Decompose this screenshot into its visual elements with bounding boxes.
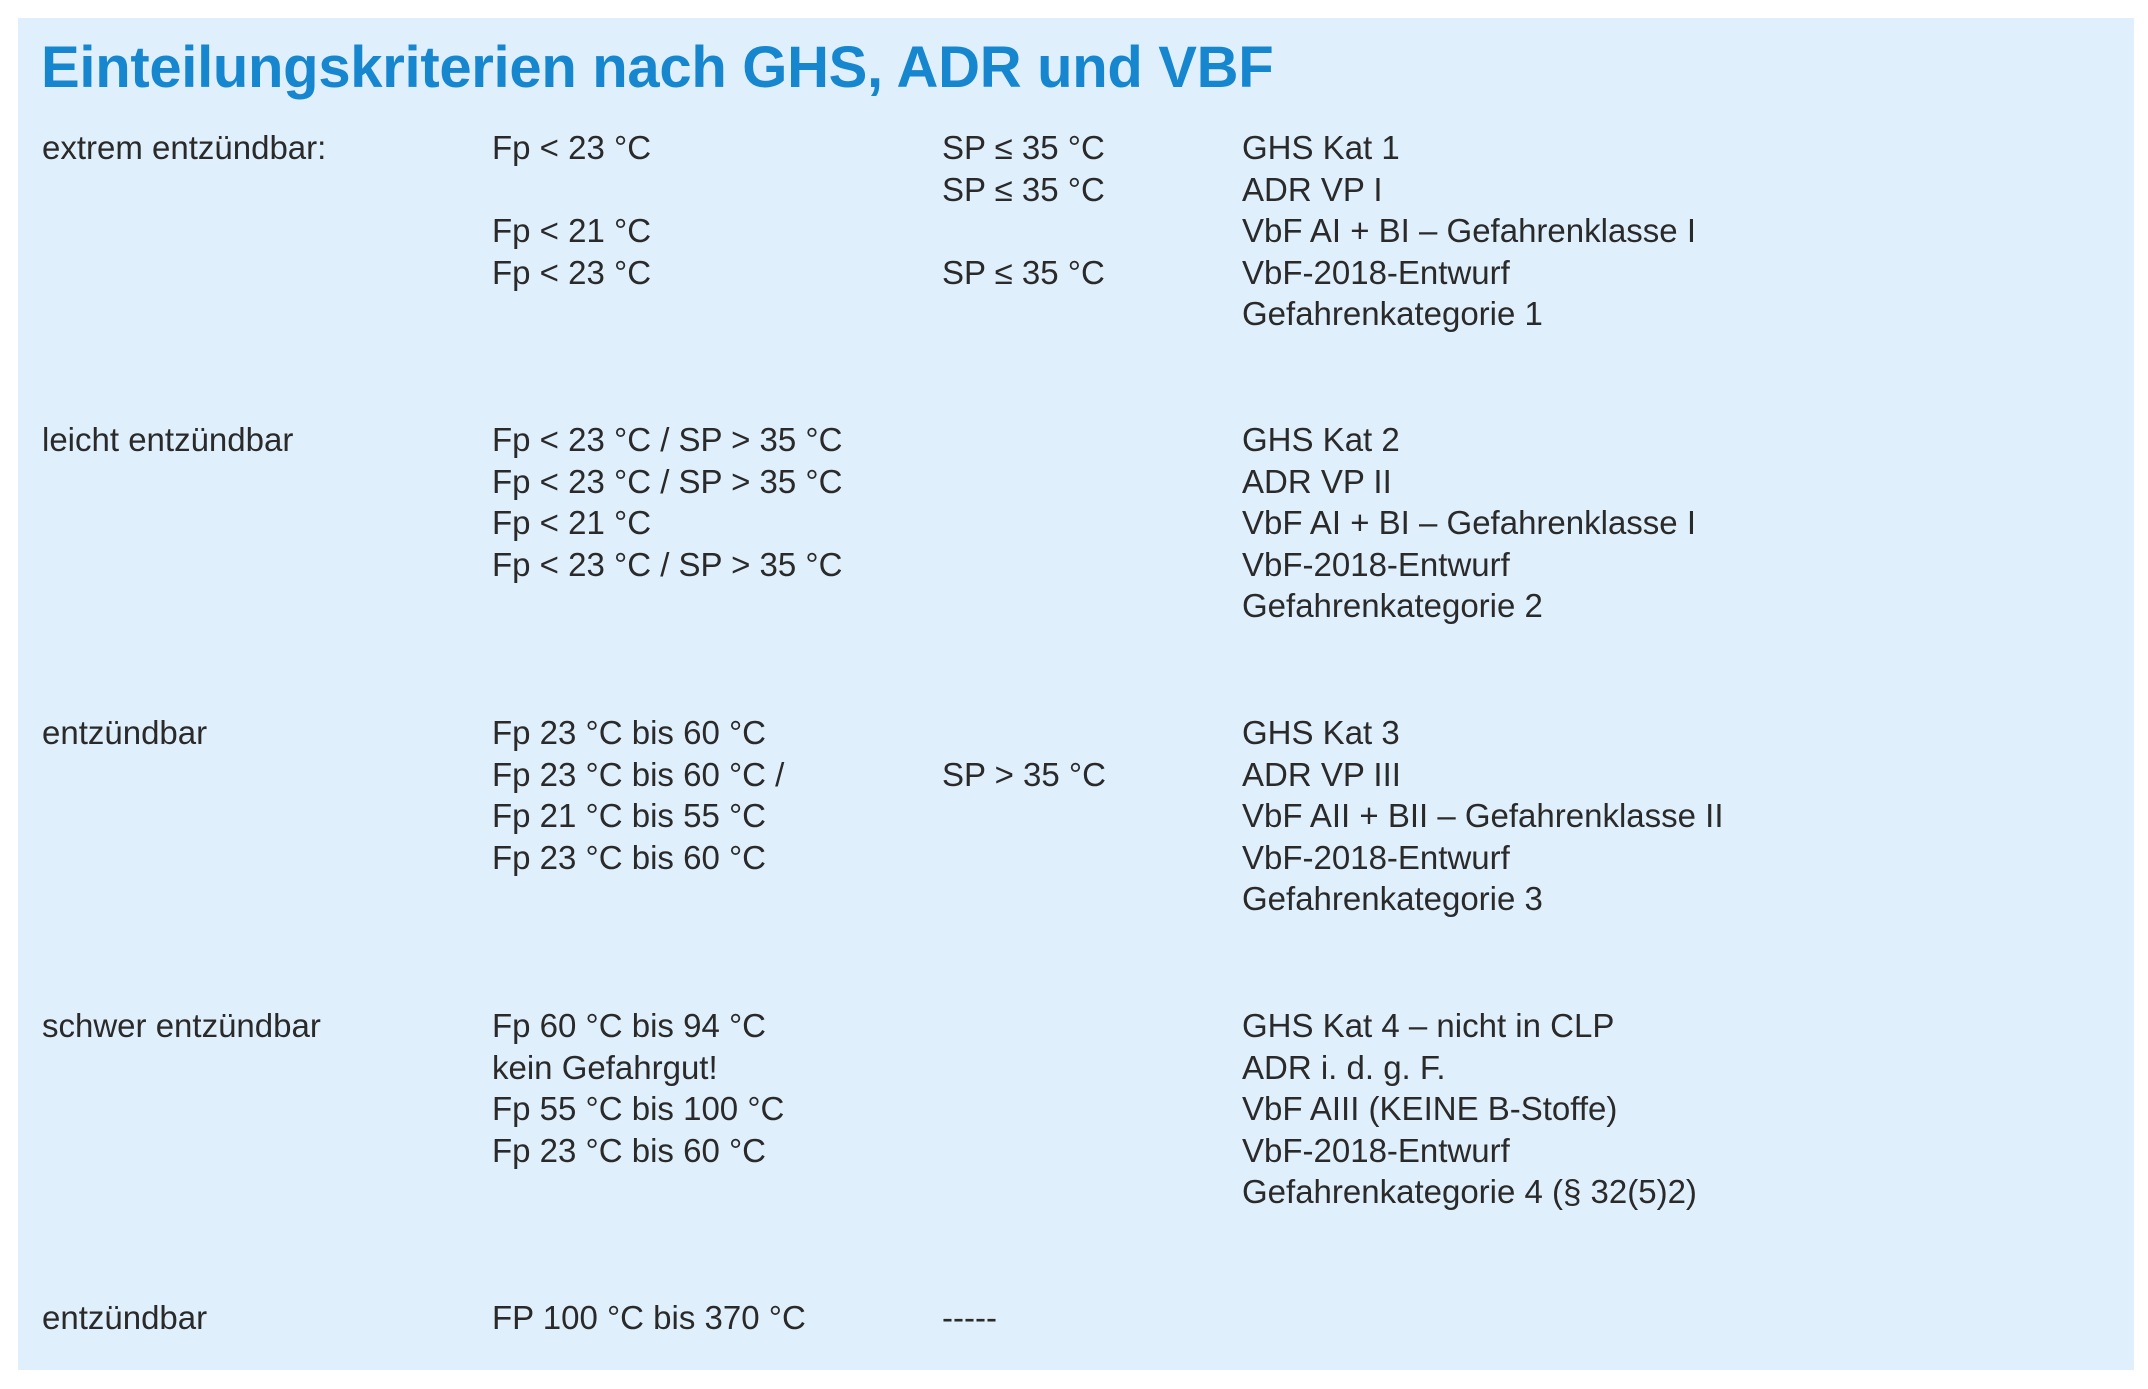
regulation-column — [1242, 1005, 1697, 1213]
boilingpoint-value: SP ≤ 35 °C — [942, 253, 1105, 291]
category-label: entzündbar — [42, 1299, 208, 1337]
boilingpoint-value: SP ≤ 35 °C — [942, 170, 1105, 208]
flashpoint-value — [492, 169, 651, 211]
flashpoint-column — [492, 419, 842, 585]
regulation-entry: VbF-2018-Entwurf — [1242, 253, 1510, 291]
flashpoint-value: Fp 21 °C bis 55 °C — [492, 797, 767, 835]
regulation-entry: VbF AII + BII – Gefahrenklasse II — [1242, 797, 1724, 835]
flashpoint-value: Fp < 23 °C — [492, 129, 652, 167]
category-column — [42, 1005, 321, 1047]
regulation-entry: Gefahrenkategorie 1 — [1242, 295, 1543, 333]
flashpoint-value: FP 100 °C bis 370 °C — [492, 1299, 806, 1337]
category-column — [42, 419, 293, 461]
page-title: Einteilungskriterien nach GHS, ADR und VBF — [41, 35, 1274, 100]
regulation-entry: GHS Kat 3 — [1242, 714, 1400, 752]
flashpoint-value: Fp 23 °C bis 60 °C — [492, 714, 767, 752]
category-column — [42, 1297, 207, 1339]
regulation-entry: VbF AI + BI – Gefahrenklasse I — [1242, 212, 1696, 250]
regulation-entry: VbF AIII (KEINE B-Stoffe) — [1242, 1090, 1618, 1128]
category-column — [42, 712, 207, 754]
flashpoint-value: Fp < 23 °C / SP > 35 °C — [492, 421, 843, 459]
regulation-column — [1242, 419, 1696, 627]
boilingpoint-value — [942, 712, 1106, 754]
category-label: leicht entzündbar — [42, 421, 294, 459]
flashpoint-column — [492, 1297, 806, 1339]
boilingpoint-value: ----- — [942, 1299, 997, 1337]
flashpoint-value: Fp < 21 °C — [492, 504, 652, 542]
info-panel — [18, 18, 2134, 1370]
regulation-column — [1242, 127, 1696, 335]
regulation-entry: ADR VP II — [1242, 462, 1392, 500]
flashpoint-value: Fp < 23 °C / SP > 35 °C — [492, 545, 843, 583]
flashpoint-value: Fp < 21 °C — [492, 212, 652, 250]
boilingpoint-column — [942, 712, 1106, 795]
regulation-entry: VbF-2018-Entwurf — [1242, 545, 1510, 583]
flashpoint-value: Fp 23 °C bis 60 °C / — [492, 755, 785, 793]
flashpoint-column — [492, 1005, 784, 1171]
flashpoint-value: Fp < 23 °C / SP > 35 °C — [492, 462, 843, 500]
regulation-entry: VbF-2018-Entwurf — [1242, 1131, 1510, 1169]
boilingpoint-value — [942, 210, 1105, 252]
flashpoint-value: Fp 23 °C bis 60 °C — [492, 838, 767, 876]
regulation-entry: VbF-2018-Entwurf — [1242, 838, 1510, 876]
flashpoint-value: Fp 23 °C bis 60 °C — [492, 1131, 767, 1169]
regulation-column — [1242, 712, 1724, 920]
flashpoint-value: Fp 60 °C bis 94 °C — [492, 1007, 767, 1045]
boilingpoint-column — [942, 1297, 997, 1339]
regulation-entry: Gefahrenkategorie 3 — [1242, 880, 1543, 918]
category-label: schwer entzündbar — [42, 1007, 321, 1045]
flashpoint-value: Fp < 23 °C — [492, 253, 652, 291]
regulation-entry: GHS Kat 2 — [1242, 421, 1400, 459]
flashpoint-column — [492, 127, 651, 293]
regulation-entry: ADR VP III — [1242, 755, 1401, 793]
regulation-entry: GHS Kat 4 – nicht in CLP — [1242, 1007, 1615, 1045]
category-label: extrem entzündbar: — [42, 129, 327, 167]
regulation-entry: VbF AI + BI – Gefahrenklasse I — [1242, 504, 1696, 542]
flashpoint-column — [492, 712, 784, 878]
category-label: entzündbar — [42, 714, 208, 752]
boilingpoint-value: SP ≤ 35 °C — [942, 129, 1105, 167]
flashpoint-value: Fp 55 °C bis 100 °C — [492, 1090, 785, 1128]
regulation-entry: Gefahrenkategorie 2 — [1242, 587, 1543, 625]
boilingpoint-value: SP > 35 °C — [942, 755, 1106, 793]
regulation-entry: ADR VP I — [1242, 170, 1383, 208]
flashpoint-value: kein Gefahrgut! — [492, 1048, 718, 1086]
regulation-entry: ADR i. d. g. F. — [1242, 1048, 1446, 1086]
category-column — [42, 127, 326, 169]
boilingpoint-column — [942, 127, 1105, 293]
regulation-entry: GHS Kat 1 — [1242, 129, 1400, 167]
regulation-entry: Gefahrenkategorie 4 (§ 32(5)2) — [1242, 1173, 1697, 1211]
